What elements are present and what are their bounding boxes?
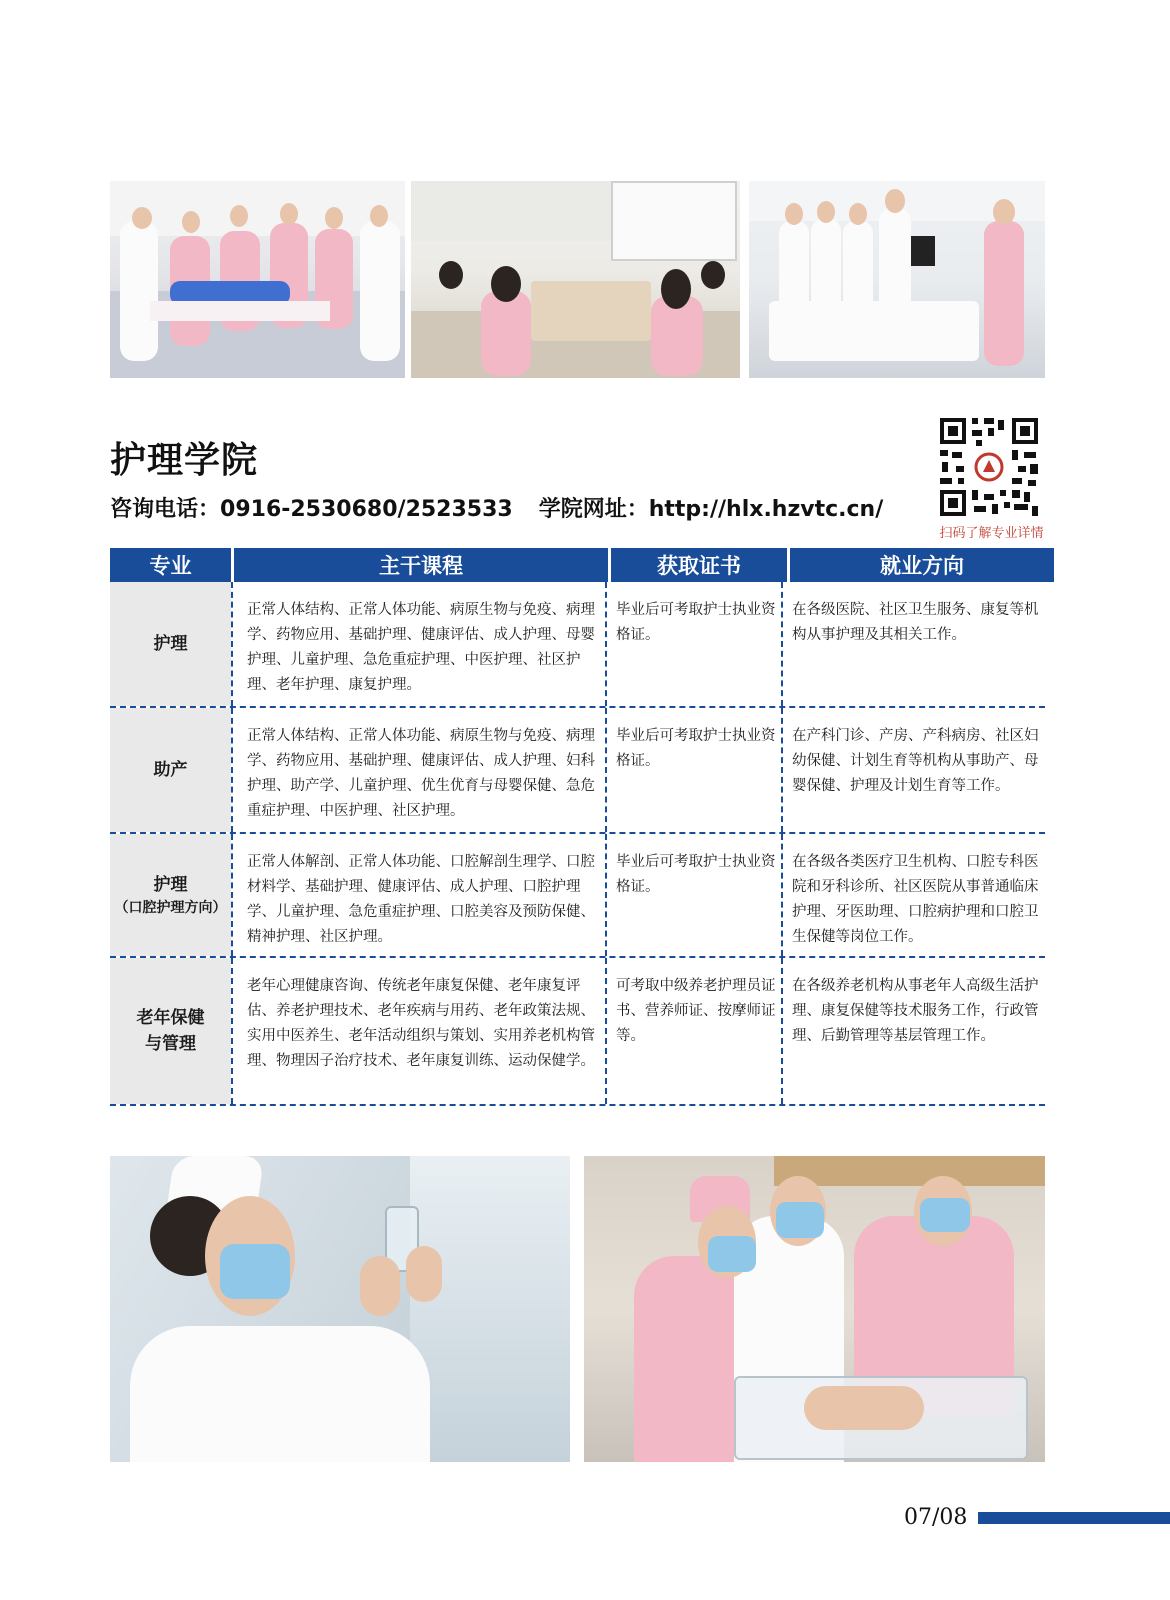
photo-infant-care-practice (584, 1156, 1045, 1462)
phone-label: 咨询电话： (110, 497, 221, 522)
major-cell (110, 582, 231, 706)
header-employment: 就业方向 (787, 548, 1054, 582)
table-header (110, 548, 1045, 582)
major-name: 护理 (153, 875, 188, 895)
major-subtitle: （口腔护理方向） (114, 900, 227, 916)
qr-code (938, 416, 1040, 518)
certificate-cell: 毕业后可考取护士执业资格证。 (605, 708, 781, 832)
courses-cell: 正常人体结构、正常人体功能、病原生物与免疫、病理学、药物应用、基础护理、健康评估、成人护理、妇科护理、助产学、儿童护理、优生优育与母婴保健、急危重症护理、中医护理、社区护理。 (231, 708, 605, 832)
employment-cell: 在各级养老机构从事老年人高级生活护理、康复保健等技术服务工作，行政管理、后勤管理等基层管理工作。 (781, 958, 1045, 1104)
major-name: 护理 (153, 634, 188, 654)
header-certificate: 获取证书 (608, 548, 787, 582)
page-title: 护理学院 (110, 440, 259, 481)
table-row (110, 958, 1045, 1106)
photo-ward-practice (749, 181, 1045, 378)
qr-caption: 扫码了解专业详情 (939, 526, 1044, 541)
header-major: 专业 (110, 548, 231, 582)
photo-classroom (411, 181, 740, 378)
website-label: 学院网址： (538, 497, 649, 522)
major-cell (110, 708, 231, 832)
table-row (110, 834, 1045, 958)
table-row (110, 708, 1045, 834)
employment-cell: 在各级医院、社区卫生服务、康复等机构从事护理及其相关工作。 (781, 582, 1045, 706)
website-link[interactable]: http://hlx.hzvtc.cn/ (648, 497, 884, 522)
program-table (110, 548, 1045, 1106)
employment-cell: 在产科门诊、产房、产科病房、社区妇幼保健、计划生育等机构从事助产、母婴保健、护理及计划生育等工作。 (781, 708, 1045, 832)
contact-line (110, 492, 883, 523)
major-name: 老年保健与管理 (136, 1008, 205, 1054)
courses-cell: 正常人体解剖、正常人体功能、口腔解剖生理学、口腔材料学、基础护理、健康评估、成人护理、口腔护理学、儿童护理、急危重症护理、口腔美容及预防保健、精神护理、社区护理。 (231, 834, 605, 956)
major-name: 助产 (153, 760, 188, 780)
certificate-cell: 可考取中级养老护理员证书、营养师证、按摩师证等。 (605, 958, 781, 1104)
courses-cell: 正常人体结构、正常人体功能、病原生物与免疫、病理学、药物应用、基础护理、健康评估、成人护理、母婴护理、儿童护理、急危重症护理、中医护理、社区护理、老年护理、康复护理。 (231, 582, 605, 706)
page-number: 07/08 (904, 1505, 968, 1530)
employment-cell: 在各级各类医疗卫生机构、口腔专科医院和牙科诊所、社区医院从事普通临床护理、牙医助理、口腔病护理和口腔卫生保健等岗位工作。 (781, 834, 1045, 956)
courses-cell: 老年心理健康咨询、传统老年康复保健、老年康复评估、养老护理技术、老年疾病与用药、老年政策法规、实用中医养生、老年活动组织与策划、实用养老机构管理、物理因子治疗技术、老年康复训练、运动保健学。 (231, 958, 605, 1104)
header-courses: 主干课程 (231, 548, 608, 582)
footer-accent-bar (978, 1512, 1170, 1524)
certificate-cell: 毕业后可考取护士执业资格证。 (605, 582, 781, 706)
photo-nurse-holding-vial (110, 1156, 570, 1462)
major-cell (110, 958, 231, 1104)
phone-number[interactable]: 0916-2530680/2523533 (220, 497, 513, 522)
major-cell (110, 834, 231, 956)
certificate-cell: 毕业后可考取护士执业资格证。 (605, 834, 781, 956)
table-row (110, 582, 1045, 708)
photo-nursing-training-room (110, 181, 405, 378)
